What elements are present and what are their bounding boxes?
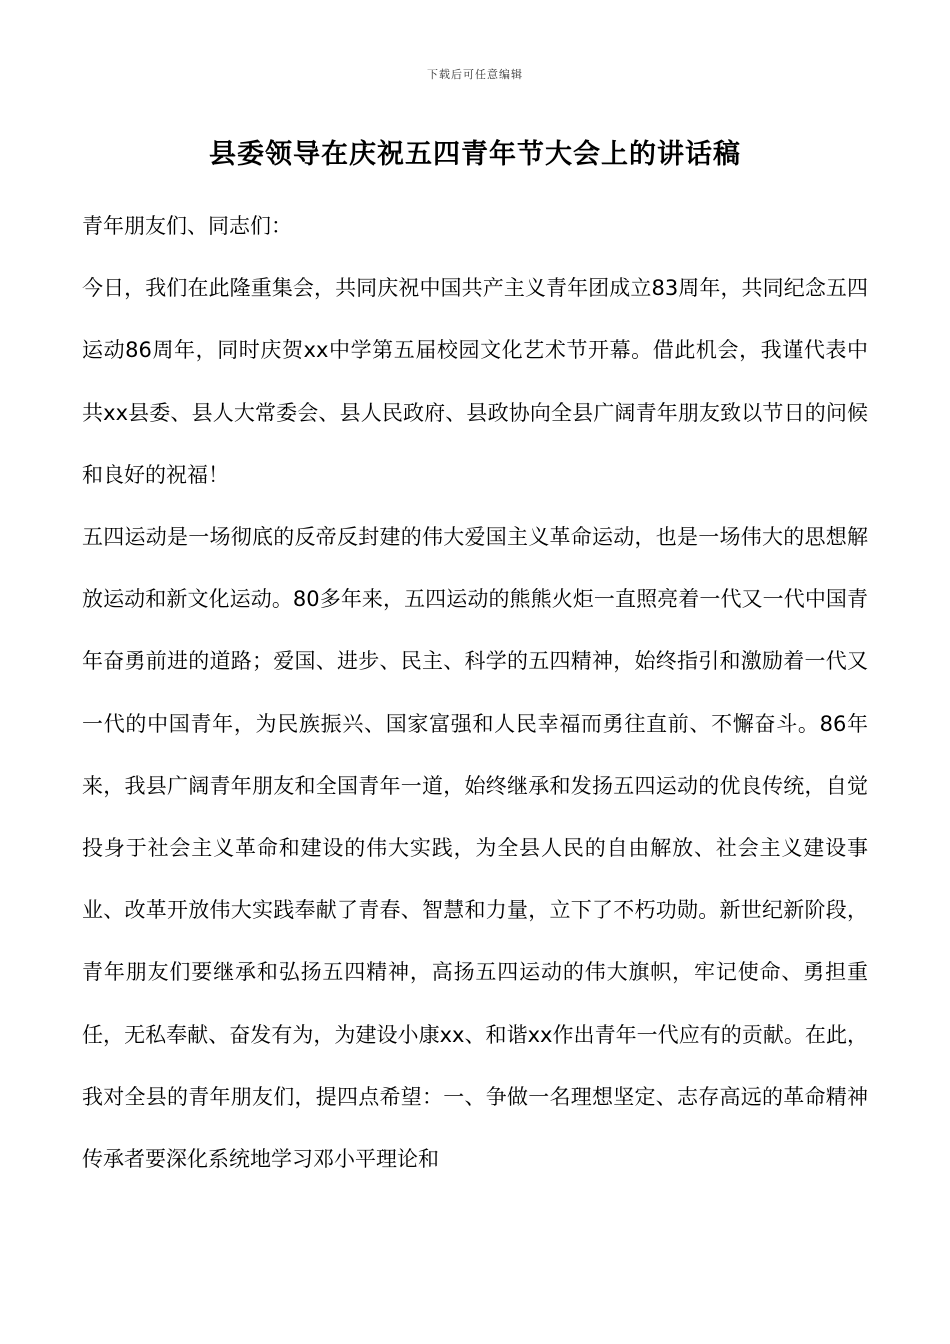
paragraph: 五四运动是一场彻底的反帝反封建的伟大爱国主义革命运动，也是一场伟大的思想解放运动和新文化运动。80多年来，五四运动的熊熊火炬一直照亮着一代又一代中国青年奋勇前进的道路；爱国、进步、民主、科学的五四精神，始终指引和激励着一代又一代的中国青年，为民族振兴、国家富强和人民幸福而勇往直前、不懈奋斗。86年来，我县广阔青年朋友和全国青年一道，始终继承和发扬五四运动的优良传统，自觉投身于社会主义革命和建设的伟大实践，为全县人民的自由解放、社会主义建设事业、改革开放伟大实践奉献了青春、智慧和力量，立下了不朽功勋。新世纪新阶段，青年朋友们要继承和弘扬五四精神，高扬五四运动的伟大旗帜，牢记使命、勇担重任，无私奉献、奋发有为，为建设小康xx、和谐xx作出青年一代应有的贡献。在此，我对全县的青年朋友们，提四点希望：一、争做一名理想坚定、志存高远的革命精神传承者要深化系统地学习邓小平理论和 — [82, 525, 868, 1172]
salutation: 青年朋友们、同志们： — [82, 214, 292, 238]
document-title: 县委领导在庆祝五四青年节大会上的讲话稿 — [209, 139, 741, 170]
document-body — [82, 195, 868, 1190]
header-note: 下载后可任意编辑 — [427, 68, 523, 81]
paragraph: 今日，我们在此隆重集会，共同庆祝中国共产主义青年团成立83周年，共同纪念五四运动86周年，同时庆贺xx中学第五届校园文化艺术节开幕。借此机会，我谨代表中共xx县委、县人大常委会、县人民政府、县政协向全县广阔青年朋友致以节日的问候和良好的祝福！ — [82, 276, 868, 487]
